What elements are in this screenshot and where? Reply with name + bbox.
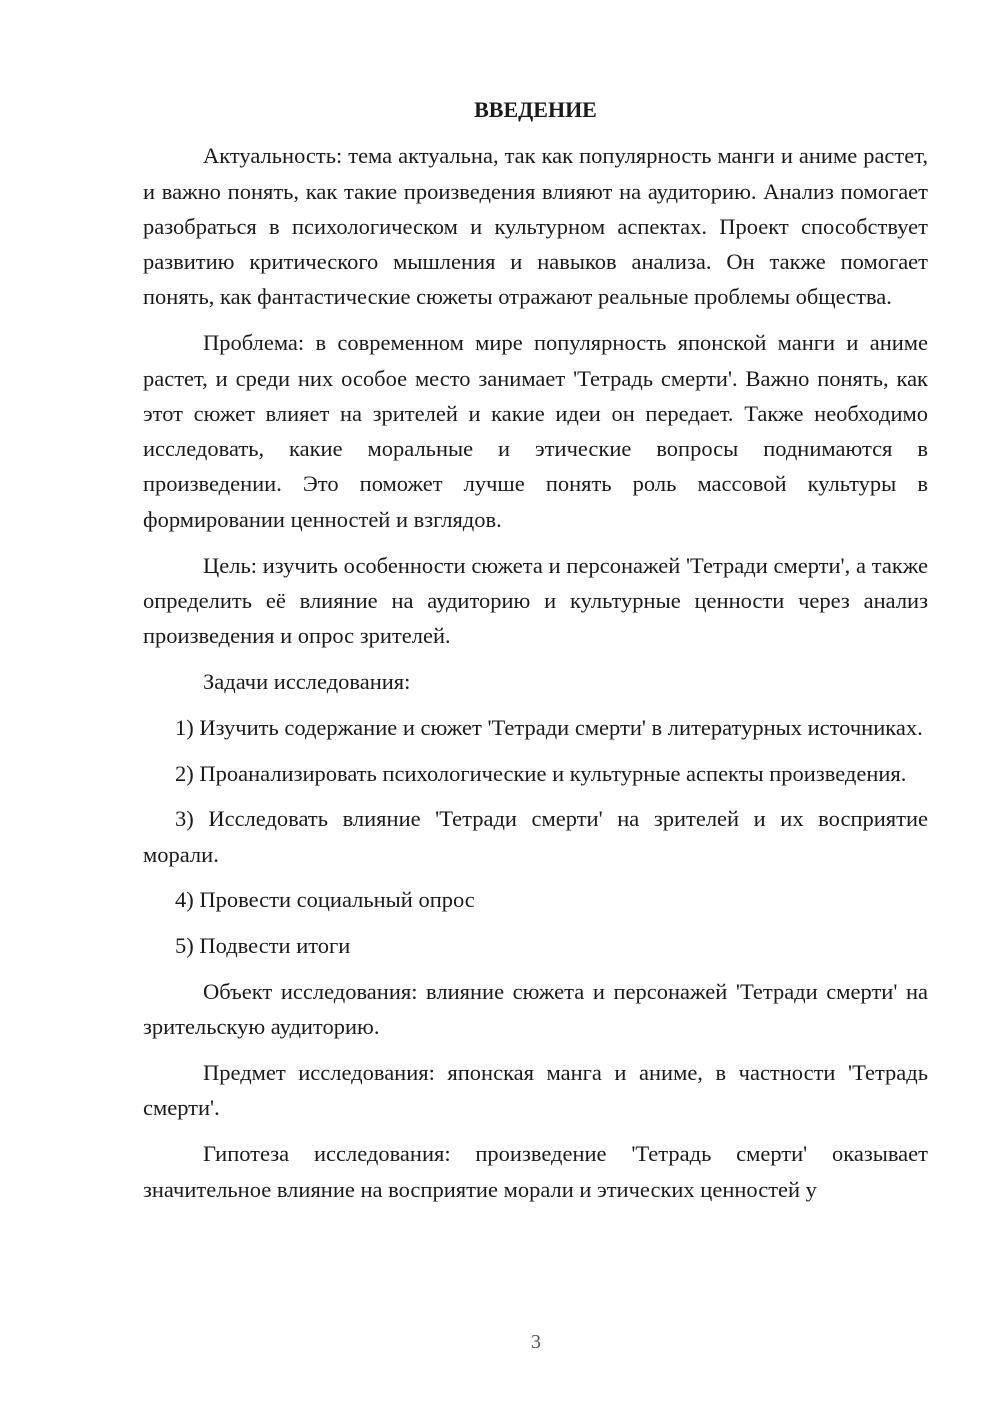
tasks-title: Задачи исследования: xyxy=(203,668,411,694)
section-heading: ВВЕДЕНИЕ xyxy=(474,97,597,122)
goal-paragraph: Цель: изучить особенности сюжета и персонажей 'Тетради смерти', а также определить её влияние на аудиторию и культурные ценности через анализ произведения и опрос зрителей. xyxy=(143,552,928,649)
document-page xyxy=(143,92,928,1217)
problem-paragraph: Проблема: в современном мире популярность японской манги и аниме растет, и среди них особое место занимает 'Тетрадь смерти'. Важно понять, как этот сюжет влияет на зрителей и какие идеи он передает. Также необходимо исследовать, какие моральные и этические вопросы поднимаются в произведении. Это поможет лучше понять роль массовой культуры в формировании ценностей и взглядов. xyxy=(143,330,928,532)
task-item-3: 3) Исследовать влияние 'Тетради смерти' на зрителей и их восприятие морали. xyxy=(143,806,928,867)
task-item-4: 4) Провести социальный опрос xyxy=(175,887,475,913)
task-item-2: 2) Проанализировать психологические и культурные аспекты произведения. xyxy=(175,760,907,786)
subject-paragraph: Предмет исследования: японская манга и аниме, в частности 'Тетрадь смерти'. xyxy=(143,1060,928,1121)
task-item-1: 1) Изучить содержание и сюжет 'Тетради смерти' в литературных источниках. xyxy=(175,714,923,740)
page-number: 3 xyxy=(531,1331,541,1353)
relevance-paragraph: Актуальность: тема актуальна, так как популярность манги и аниме растет, и важно понять, как такие произведения влияют на аудиторию. Анализ помогает разобраться в психологическом и культурном аспектах. Проект способствует развитию критического мышления и навыков анализа. Он также помогает понять, как фантастические сюжеты отражают реальные проблемы общества. xyxy=(143,143,928,310)
task-item-5: 5) Подвести итоги xyxy=(175,933,351,959)
object-paragraph: Объект исследования: влияние сюжета и персонажей 'Тетради смерти' на зрительскую аудиторию. xyxy=(143,979,928,1040)
hypothesis-paragraph: Гипотеза исследования: произведение 'Тетрадь смерти' оказывает значительное влияние на восприятие морали и этических ценностей у xyxy=(143,1141,928,1202)
